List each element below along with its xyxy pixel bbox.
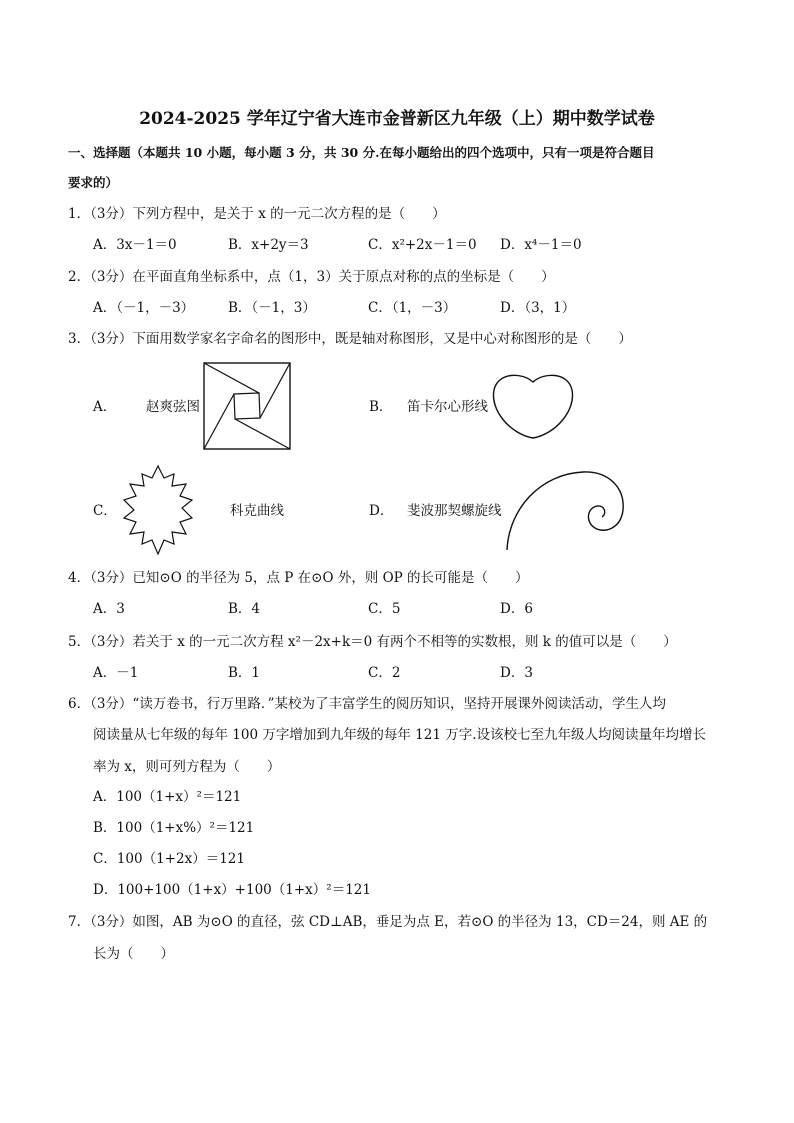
question-3-stem: 3．（3分）下面用数学家名字命名的图形中，既是轴对称图形，又是中心对称图形的是（ ） [68,331,632,347]
q5-option-b: B．1 [228,665,261,681]
q2-option-d: D．（3，1） [500,300,576,316]
q6-option-d: D．100+100（1+x）+100（1+x）²＝121 [93,882,371,898]
q5-option-a: A．－1 [93,665,139,681]
q3-option-c-caption: 科克曲线 [230,503,284,519]
q3-option-b-caption: 笛卡尔心形线 [407,399,488,415]
q6-option-a: A．100（1+x）²＝121 [93,789,242,805]
q6-option-c: C．100（1+2x）＝121 [93,851,245,867]
cardioid-figure [490,370,576,442]
question-1-stem: 1．（3分）下列方程中，是关于 x 的一元二次方程的是（ ） [68,206,446,222]
q4-option-a: A．3 [93,601,125,617]
q1-option-c: C．x²+2x－1＝0 [368,237,477,253]
section-heading-line2: 要求的） [68,175,119,190]
q1-option-a: A．3x－1＝0 [93,237,177,253]
q2-option-c: C．（1，－3） [368,300,457,316]
q4-option-d: D．6 [500,601,533,617]
q2-option-a: A．（－1，－3） [93,300,195,316]
q2-option-b: B．（－1，3） [228,300,316,316]
q5-option-d: D．3 [500,665,533,681]
q5-option-c: C．2 [368,665,401,681]
q3-option-c-letter: C． [93,503,117,519]
question-2-stem: 2．（3分）在平面直角坐标系中，点（1，3）关于原点对称的点的坐标是（ ） [68,269,555,285]
question-7-line2: 长为（ ） [93,946,174,962]
question-7-line1: 7．（3分）如图，AB 为⊙O 的直径，弦 CD⊥AB，垂足为点 E，若⊙O 的半径为 13，CD＝24，则 AE 的 [68,914,708,930]
q3-option-d-caption: 斐波那契螺旋线 [407,503,502,519]
q3-option-a-caption: 赵爽弦图 [146,399,200,415]
question-6-line3: 率为 x，则可列方程为（ ） [93,759,281,775]
q6-option-b: B．100（1+x%）²＝121 [93,820,255,836]
section-heading-line1: 一、选择题（本题共 10 小题，每小题 3 分，共 30 分.在每小题给出的四个选项中，只有一项是符合题目 [68,145,655,160]
question-6-line1: 6．（3分）“读万卷书，行万里路．”某校为了丰富学生的阅历知识，坚持开展课外阅读活动，学生人均 [68,696,666,712]
q1-option-b: B．x+2y＝3 [228,237,309,253]
q1-option-d: D．x⁴－1＝0 [500,237,582,253]
q4-option-b: B．4 [228,601,261,617]
question-4-stem: 4．（3分）已知⊙O 的半径为 5，点 P 在⊙O 外，则 OP 的长可能是（ ） [68,570,529,586]
question-5-stem: 5．（3分）若关于 x 的一元二次方程 x²－2x+k＝0 有两个不相等的实数根，则 k 的值可以是（ ） [68,634,677,650]
zhao-shuang-figure [203,362,291,450]
koch-snowflake-figure [110,462,206,558]
fibonacci-spiral-figure [505,468,629,552]
q3-option-a-letter: A． [93,399,117,415]
q3-option-d-letter: D． [369,503,394,519]
question-6-line2: 阅读量从七年级的每年 100 万字增加到九年级的每年 121 万字.设该校七至九年级人均阅读量年均增长 [93,727,706,743]
page-title: 2024-2025 学年辽宁省大连市金普新区九年级（上）期中数学试卷 [139,109,655,129]
q4-option-c: C．5 [368,601,401,617]
q3-option-b-letter: B． [369,399,393,415]
